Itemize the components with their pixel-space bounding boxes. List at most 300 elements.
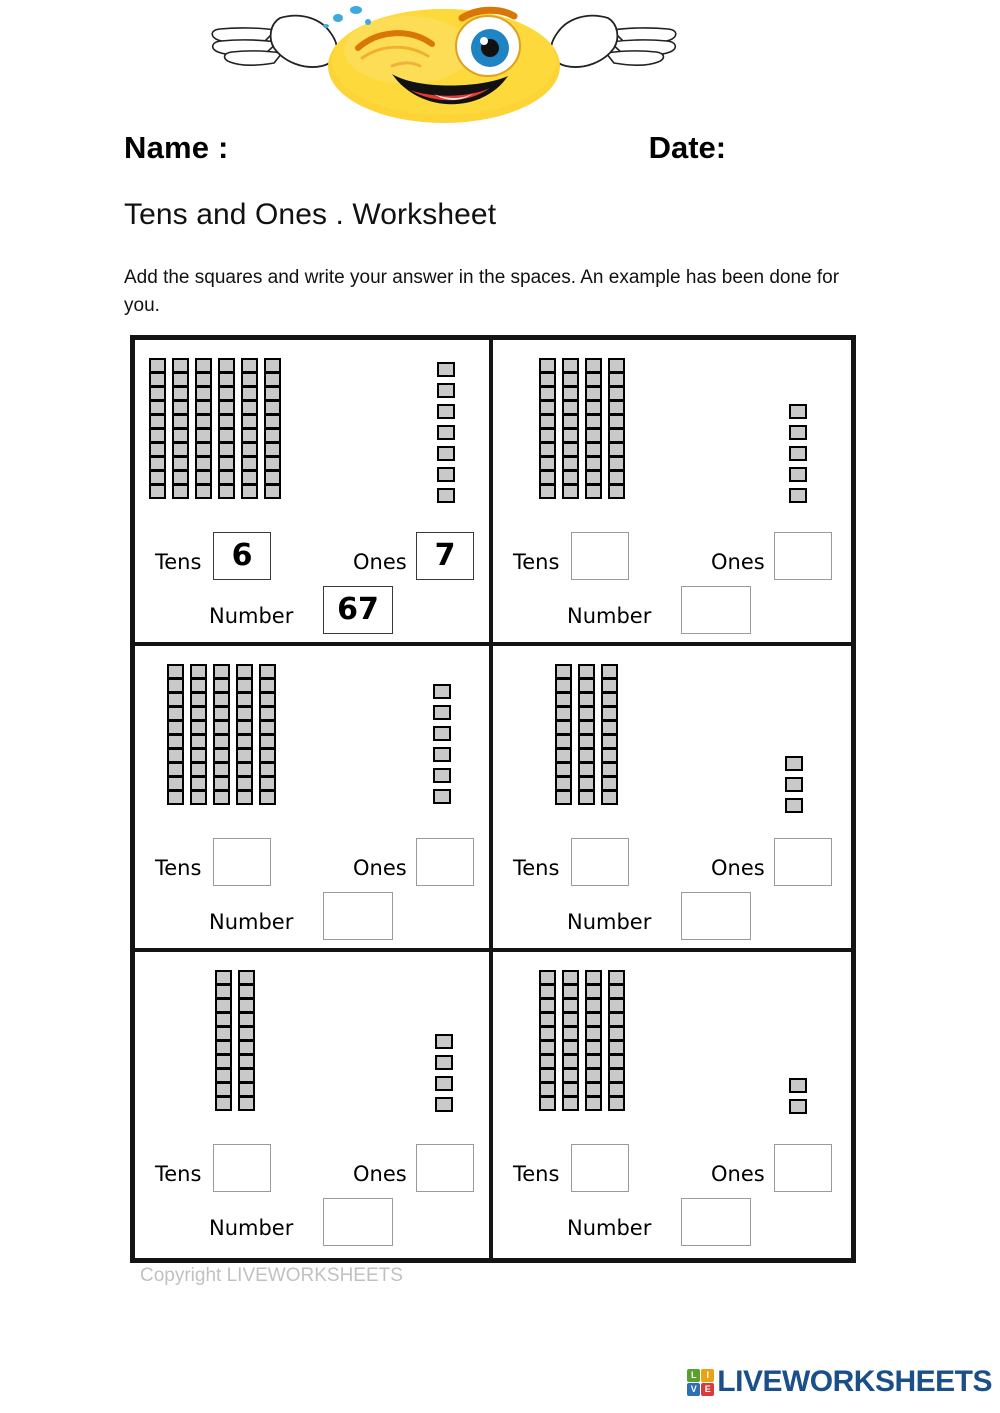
- block-square: [172, 358, 189, 373]
- block-square: [241, 456, 258, 471]
- block-square: [585, 1054, 602, 1069]
- block-square: [539, 970, 556, 985]
- block-square: [562, 414, 579, 429]
- block-square: [562, 358, 579, 373]
- page-title: Tens and Ones . Worksheet: [124, 198, 497, 231]
- block-square: [195, 442, 212, 457]
- block-square: [437, 488, 455, 503]
- block-square: [259, 706, 276, 721]
- block-square: [195, 470, 212, 485]
- block-square: [433, 789, 451, 804]
- block-square: [241, 484, 258, 499]
- ones-label: Ones: [711, 856, 765, 880]
- block-square: [608, 484, 625, 499]
- tens-rods-3: [167, 664, 276, 804]
- block-square: [789, 404, 807, 419]
- block-square: [236, 734, 253, 749]
- tens-input-2[interactable]: [571, 532, 629, 580]
- block-square: [608, 456, 625, 471]
- block-square: [236, 678, 253, 693]
- tens-input-1[interactable]: 6: [213, 532, 271, 580]
- block-square: [437, 425, 455, 440]
- block-square: [539, 984, 556, 999]
- block-square: [215, 1068, 232, 1083]
- block-square: [172, 470, 189, 485]
- tens-label: Tens: [155, 550, 202, 574]
- block-square: [172, 386, 189, 401]
- tens-rod: [238, 970, 255, 1110]
- problem-cell-2: [493, 340, 851, 646]
- block-square: [585, 984, 602, 999]
- number-label: Number: [209, 604, 294, 628]
- block-square: [601, 734, 618, 749]
- block-square: [241, 414, 258, 429]
- block-square: [578, 664, 595, 679]
- ones-label: Ones: [353, 856, 407, 880]
- tens-rod: [149, 358, 166, 498]
- block-square: [215, 998, 232, 1013]
- tens-rod: [585, 970, 602, 1110]
- block-square: [562, 456, 579, 471]
- block-square: [539, 1068, 556, 1083]
- block-square: [190, 748, 207, 763]
- block-square: [608, 1054, 625, 1069]
- tens-rod: [539, 358, 556, 498]
- ones-units-1: [437, 362, 455, 503]
- number-label: Number: [567, 1216, 652, 1240]
- tens-rod: [585, 358, 602, 498]
- block-square: [215, 1082, 232, 1097]
- block-square: [437, 362, 455, 377]
- block-square: [437, 467, 455, 482]
- tens-rod: [218, 358, 235, 498]
- block-square: [218, 386, 235, 401]
- block-square: [608, 1026, 625, 1041]
- block-square: [149, 372, 166, 387]
- block-square: [167, 720, 184, 735]
- date-label: Date:: [648, 130, 727, 165]
- block-square: [585, 1012, 602, 1027]
- number-label: Number: [567, 910, 652, 934]
- block-square: [236, 720, 253, 735]
- block-square: [195, 456, 212, 471]
- block-square: [190, 678, 207, 693]
- block-square: [539, 442, 556, 457]
- block-square: [236, 790, 253, 805]
- smiley-clipart: [196, 0, 692, 118]
- number-label: Number: [209, 1216, 294, 1240]
- ones-input-5[interactable]: [416, 1144, 474, 1192]
- block-square: [215, 970, 232, 985]
- number-label: Number: [209, 910, 294, 934]
- tens-rods-5: [215, 970, 255, 1110]
- block-square: [601, 762, 618, 777]
- block-square: [608, 442, 625, 457]
- block-square: [539, 428, 556, 443]
- block-square: [238, 1054, 255, 1069]
- block-square: [167, 734, 184, 749]
- problem-cell-6: [493, 952, 851, 1258]
- block-square: [539, 414, 556, 429]
- block-square: [149, 414, 166, 429]
- tens-rod: [578, 664, 595, 804]
- block-square: [238, 1026, 255, 1041]
- block-square: [789, 446, 807, 461]
- block-square: [601, 678, 618, 693]
- block-square: [213, 706, 230, 721]
- block-square: [555, 748, 572, 763]
- block-square: [555, 720, 572, 735]
- block-square: [167, 678, 184, 693]
- liveworksheets-wordmark: LIVEWORKSHEETS: [717, 1365, 992, 1398]
- block-square: [167, 776, 184, 791]
- cut-off-footer-text: [140, 1265, 860, 1286]
- block-square: [585, 1026, 602, 1041]
- block-square: [195, 358, 212, 373]
- block-square: [585, 998, 602, 1013]
- block-square: [433, 726, 451, 741]
- block-square: [433, 747, 451, 762]
- block-square: [539, 484, 556, 499]
- block-square: [555, 664, 572, 679]
- block-square: [167, 664, 184, 679]
- block-square: [149, 456, 166, 471]
- block-square: [259, 748, 276, 763]
- block-square: [578, 776, 595, 791]
- block-square: [213, 748, 230, 763]
- block-square: [218, 400, 235, 415]
- block-square: [562, 984, 579, 999]
- block-square: [789, 488, 807, 503]
- block-square: [149, 386, 166, 401]
- tens-label: Tens: [513, 550, 560, 574]
- block-square: [213, 692, 230, 707]
- block-square: [539, 1026, 556, 1041]
- ones-input-6[interactable]: [774, 1144, 832, 1192]
- block-square: [215, 1026, 232, 1041]
- block-square: [433, 768, 451, 783]
- ones-input-2[interactable]: [774, 532, 832, 580]
- block-square: [585, 970, 602, 985]
- block-square: [259, 664, 276, 679]
- ones-units-4: [785, 756, 803, 813]
- block-square: [172, 456, 189, 471]
- block-square: [195, 386, 212, 401]
- block-square: [259, 790, 276, 805]
- block-square: [172, 414, 189, 429]
- block-square: [238, 1040, 255, 1055]
- block-square: [264, 372, 281, 387]
- block-square: [241, 442, 258, 457]
- block-square: [578, 706, 595, 721]
- block-square: [608, 372, 625, 387]
- block-square: [218, 456, 235, 471]
- block-square: [238, 970, 255, 985]
- block-square: [585, 414, 602, 429]
- block-square: [585, 400, 602, 415]
- block-square: [264, 386, 281, 401]
- ones-units-6: [789, 1078, 807, 1114]
- block-square: [236, 762, 253, 777]
- block-square: [172, 484, 189, 499]
- tens-rod: [562, 358, 579, 498]
- block-square: [264, 442, 281, 457]
- block-square: [578, 790, 595, 805]
- block-square: [190, 776, 207, 791]
- tens-rod: [539, 970, 556, 1110]
- block-square: [218, 372, 235, 387]
- block-square: [789, 425, 807, 440]
- block-square: [789, 1099, 807, 1114]
- block-square: [218, 428, 235, 443]
- block-square: [585, 470, 602, 485]
- block-square: [555, 692, 572, 707]
- number-label: Number: [567, 604, 652, 628]
- number-input-5[interactable]: [323, 1198, 393, 1246]
- block-square: [213, 664, 230, 679]
- block-square: [167, 762, 184, 777]
- block-square: [789, 1078, 807, 1093]
- block-square: [264, 428, 281, 443]
- tens-input-6[interactable]: [571, 1144, 629, 1192]
- block-square: [215, 1054, 232, 1069]
- block-square: [433, 705, 451, 720]
- block-square: [190, 720, 207, 735]
- tens-rod: [213, 664, 230, 804]
- tens-rod: [259, 664, 276, 804]
- tens-rod: [190, 664, 207, 804]
- block-square: [601, 776, 618, 791]
- block-square: [562, 386, 579, 401]
- number-input-3[interactable]: [323, 892, 393, 940]
- block-square: [562, 1040, 579, 1055]
- tens-rod: [608, 970, 625, 1110]
- block-square: [585, 1040, 602, 1055]
- tens-label: Tens: [513, 1162, 560, 1186]
- block-square: [259, 692, 276, 707]
- block-square: [435, 1097, 453, 1112]
- block-square: [539, 470, 556, 485]
- tens-input-5[interactable]: [213, 1144, 271, 1192]
- block-square: [608, 970, 625, 985]
- block-square: [259, 678, 276, 693]
- block-square: [195, 484, 212, 499]
- block-square: [562, 1012, 579, 1027]
- block-square: [562, 1096, 579, 1111]
- block-square: [555, 734, 572, 749]
- block-square: [241, 358, 258, 373]
- block-square: [264, 484, 281, 499]
- liveworksheets-logo-icon: [687, 1369, 714, 1396]
- block-square: [601, 664, 618, 679]
- name-date-row: [124, 124, 884, 172]
- block-square: [218, 442, 235, 457]
- block-square: [172, 442, 189, 457]
- problem-cell-3: [135, 646, 493, 952]
- block-square: [218, 414, 235, 429]
- block-square: [213, 734, 230, 749]
- block-square: [213, 790, 230, 805]
- tens-rods-6: [539, 970, 625, 1110]
- block-square: [608, 984, 625, 999]
- block-square: [585, 484, 602, 499]
- block-square: [190, 790, 207, 805]
- block-square: [437, 404, 455, 419]
- block-square: [190, 762, 207, 777]
- block-square: [539, 1082, 556, 1097]
- logo-tile-v: V: [687, 1383, 700, 1396]
- block-square: [264, 358, 281, 373]
- block-square: [585, 1082, 602, 1097]
- block-square: [238, 1012, 255, 1027]
- block-square: [785, 777, 803, 792]
- block-square: [578, 678, 595, 693]
- logo-tile-e: E: [701, 1383, 714, 1396]
- block-square: [259, 762, 276, 777]
- block-square: [259, 776, 276, 791]
- problem-cell-5: [135, 952, 493, 1258]
- tens-label: Tens: [155, 856, 202, 880]
- block-square: [218, 484, 235, 499]
- block-square: [562, 970, 579, 985]
- tens-rod: [562, 970, 579, 1110]
- block-square: [608, 400, 625, 415]
- block-square: [585, 428, 602, 443]
- block-square: [264, 470, 281, 485]
- block-square: [241, 428, 258, 443]
- block-square: [578, 762, 595, 777]
- ones-input-3[interactable]: [416, 838, 474, 886]
- number-input-2[interactable]: [681, 586, 751, 634]
- block-square: [215, 1040, 232, 1055]
- block-square: [608, 470, 625, 485]
- block-square: [585, 372, 602, 387]
- block-square: [215, 1096, 232, 1111]
- number-input-4[interactable]: [681, 892, 751, 940]
- block-square: [264, 400, 281, 415]
- tens-rod: [601, 664, 618, 804]
- block-square: [238, 984, 255, 999]
- block-square: [539, 456, 556, 471]
- block-square: [539, 1040, 556, 1055]
- block-square: [190, 664, 207, 679]
- tens-rods-2: [539, 358, 625, 498]
- block-square: [578, 720, 595, 735]
- block-square: [785, 798, 803, 813]
- block-square: [539, 372, 556, 387]
- block-square: [601, 790, 618, 805]
- block-square: [555, 776, 572, 791]
- block-square: [789, 467, 807, 482]
- block-square: [213, 720, 230, 735]
- tens-rod: [241, 358, 258, 498]
- block-square: [578, 692, 595, 707]
- tens-rod: [608, 358, 625, 498]
- block-square: [236, 748, 253, 763]
- block-square: [264, 414, 281, 429]
- cut-off-footer-label: Copyright LIVEWORKSHEETS: [140, 1265, 403, 1286]
- block-square: [195, 428, 212, 443]
- block-square: [585, 1068, 602, 1083]
- logo-tile-i: I: [701, 1369, 714, 1382]
- block-square: [213, 776, 230, 791]
- block-square: [555, 678, 572, 693]
- block-square: [562, 1054, 579, 1069]
- block-square: [236, 706, 253, 721]
- block-square: [585, 358, 602, 373]
- block-square: [215, 984, 232, 999]
- block-square: [213, 678, 230, 693]
- block-square: [585, 442, 602, 457]
- block-square: [172, 400, 189, 415]
- block-square: [238, 998, 255, 1013]
- block-square: [608, 414, 625, 429]
- block-square: [601, 720, 618, 735]
- block-square: [149, 428, 166, 443]
- block-square: [241, 400, 258, 415]
- block-square: [608, 386, 625, 401]
- liveworksheets-watermark: [687, 1365, 992, 1399]
- block-square: [167, 706, 184, 721]
- ones-label: Ones: [711, 1162, 765, 1186]
- block-square: [601, 748, 618, 763]
- block-square: [218, 470, 235, 485]
- block-square: [562, 372, 579, 387]
- block-square: [167, 790, 184, 805]
- block-square: [241, 372, 258, 387]
- block-square: [218, 358, 235, 373]
- block-square: [562, 400, 579, 415]
- block-square: [555, 762, 572, 777]
- block-square: [608, 1068, 625, 1083]
- block-square: [241, 386, 258, 401]
- block-square: [435, 1076, 453, 1091]
- block-square: [236, 692, 253, 707]
- block-square: [562, 428, 579, 443]
- block-square: [539, 1054, 556, 1069]
- block-square: [539, 386, 556, 401]
- tens-rod: [555, 664, 572, 804]
- block-square: [213, 762, 230, 777]
- block-square: [785, 756, 803, 771]
- number-input-1[interactable]: 67: [323, 586, 393, 634]
- tens-rod: [236, 664, 253, 804]
- ones-input-1[interactable]: 7: [416, 532, 474, 580]
- block-square: [578, 748, 595, 763]
- block-square: [190, 692, 207, 707]
- block-square: [601, 706, 618, 721]
- tens-input-3[interactable]: [213, 838, 271, 886]
- tens-label: Tens: [513, 856, 560, 880]
- logo-tile-l: L: [687, 1369, 700, 1382]
- block-square: [241, 470, 258, 485]
- block-square: [238, 1096, 255, 1111]
- block-square: [172, 428, 189, 443]
- block-square: [149, 470, 166, 485]
- number-input-6[interactable]: [681, 1198, 751, 1246]
- ones-label: Ones: [711, 550, 765, 574]
- worksheet-table: [130, 335, 856, 1263]
- name-label: Name :: [124, 130, 229, 165]
- tens-input-4[interactable]: [571, 838, 629, 886]
- tens-rod: [167, 664, 184, 804]
- ones-input-4[interactable]: [774, 838, 832, 886]
- ones-label: Ones: [353, 1162, 407, 1186]
- block-square: [236, 664, 253, 679]
- block-square: [539, 358, 556, 373]
- block-square: [195, 414, 212, 429]
- block-square: [601, 692, 618, 707]
